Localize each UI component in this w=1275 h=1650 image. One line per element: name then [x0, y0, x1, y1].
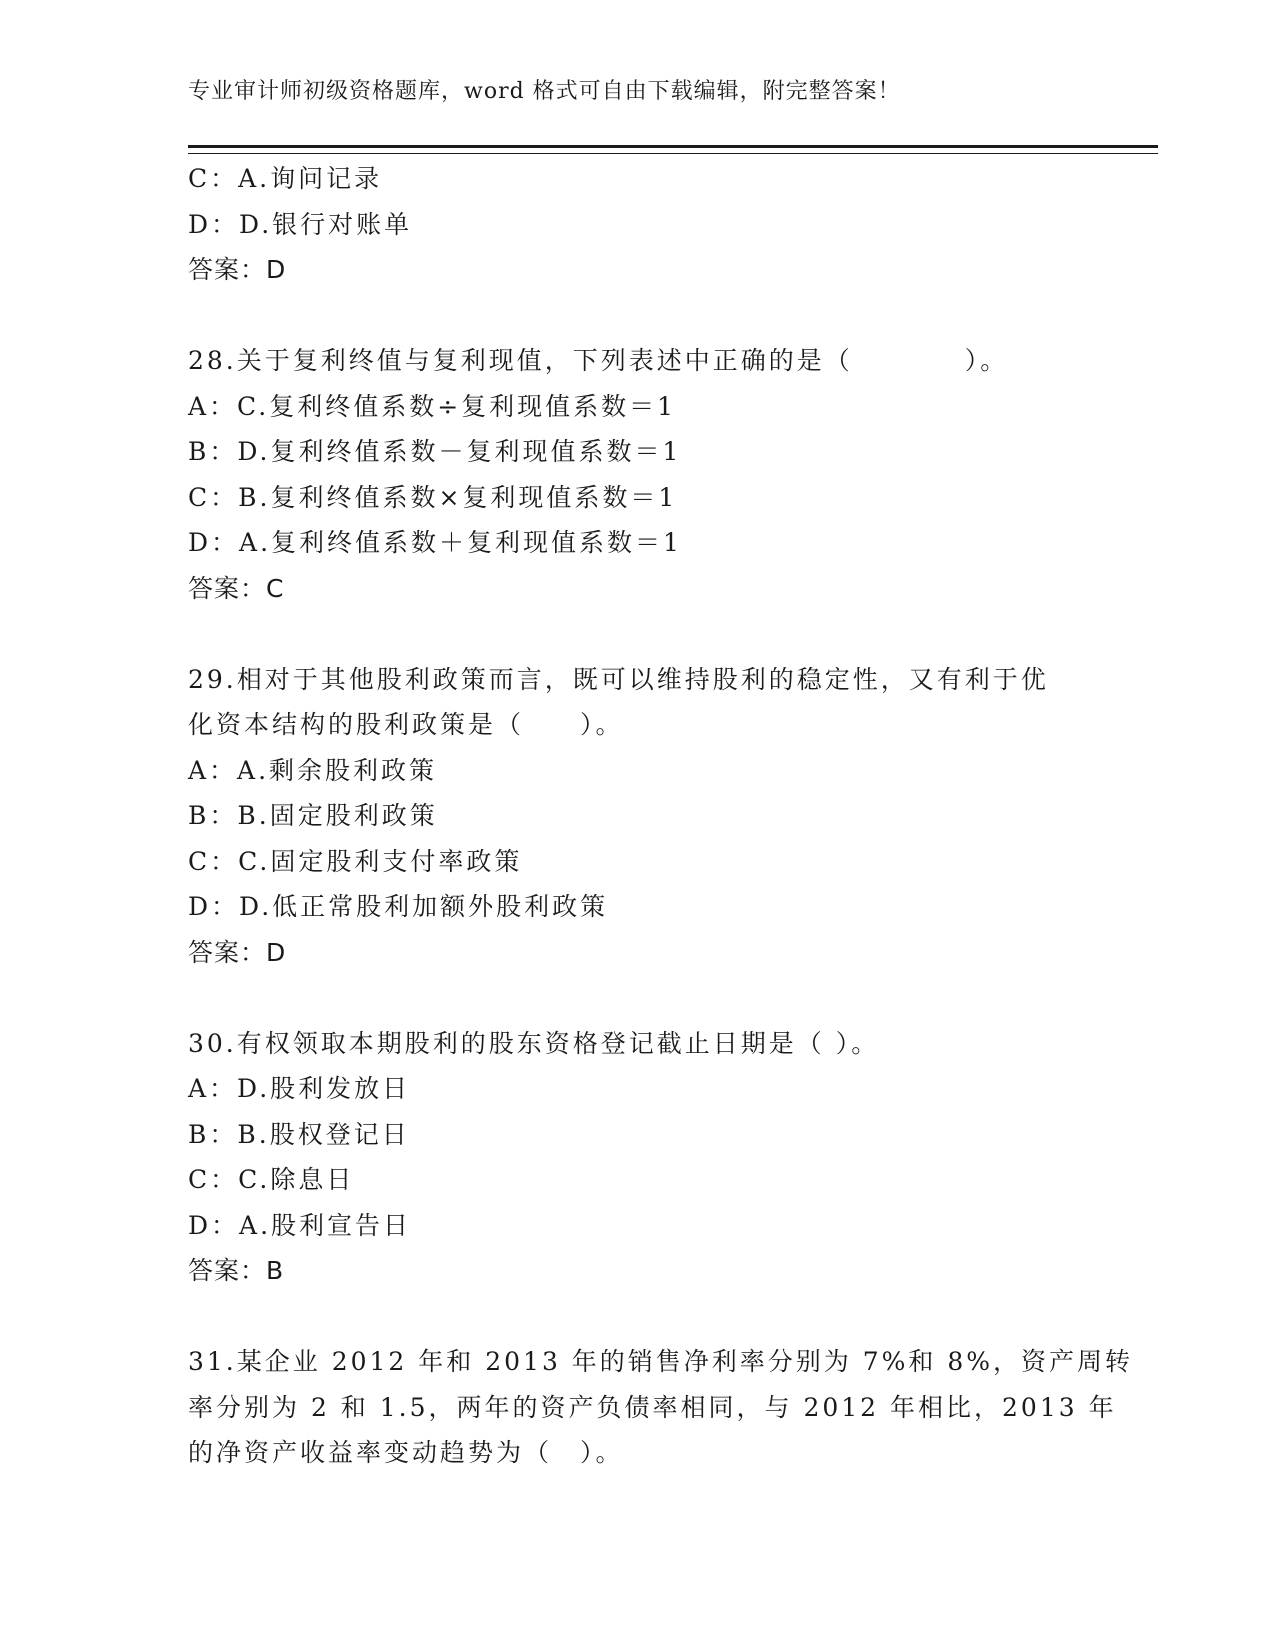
page-content [188, 156, 1134, 1476]
question-stem: 29.相对于其他股利政策而言，既可以维持股利的稳定性，又有利于优 [188, 664, 1049, 694]
option-line: A：C.复利终值系数÷复利现值系数＝1 [188, 391, 677, 421]
question-stem: 30.有权领取本期股利的股东资格登记截止日期是（ ）。 [188, 1028, 880, 1058]
option-line: A：D.股利发放日 [188, 1074, 411, 1103]
spacer [188, 611, 1088, 657]
question-30 [188, 1021, 1088, 1294]
question-stem: 率分别为 2 和 1.5，两年的资产负债率相同，与 2012 年相比，2013 年 [188, 1392, 1117, 1422]
option-line: C：C.固定股利支付率政策 [188, 846, 523, 876]
question-31 [188, 1339, 1134, 1476]
option-line: C：B.复利终值系数×复利现值系数＝1 [188, 482, 678, 512]
answer-line: 答案：D [188, 255, 287, 284]
option-line: D：D.低正常股利加额外股利政策 [188, 892, 609, 921]
option-line: B：B.固定股利政策 [188, 801, 438, 830]
option-line: B：B.股权登记日 [188, 1119, 410, 1149]
option-line: C：C.除息日 [188, 1165, 355, 1194]
page-header: 专业审计师初级资格题库，word 格式可自由下载编辑，附完整答案！ [188, 79, 901, 104]
spacer [188, 975, 1088, 1021]
question-stem: 28.关于复利终值与复利现值，下列表述中正确的是（ ）。 [188, 346, 1009, 375]
option-line: D：D.银行对账单 [188, 209, 413, 239]
option-line: B：D.复利终值系数－复利现值系数＝1 [188, 437, 682, 466]
question-28 [188, 338, 1088, 611]
option-line: A：A.剩余股利政策 [188, 755, 438, 785]
option-line: D：A.股利宣告日 [188, 1210, 412, 1240]
option-line: D：A.复利终值系数＋复利现值系数＝1 [188, 528, 682, 557]
spacer [188, 293, 1088, 339]
answer-line: 答案：C [188, 573, 285, 603]
question-29 [188, 657, 1088, 976]
answer-line: 答案：B [188, 1256, 285, 1285]
header-divider [188, 145, 1158, 154]
answer-line: 答案：D [188, 937, 287, 967]
question-stem: 化资本结构的股利政策是（ ）。 [188, 710, 624, 739]
question-stem: 的净资产收益率变动趋势为（ ）。 [188, 1438, 624, 1467]
question-stem: 31.某企业 2012 年和 2013 年的销售净利率分别为 7%和 8%，资产周转 [188, 1347, 1134, 1376]
spacer [188, 1294, 1088, 1340]
option-line: C：A.询问记录 [188, 164, 383, 193]
continued-question [188, 156, 1088, 293]
